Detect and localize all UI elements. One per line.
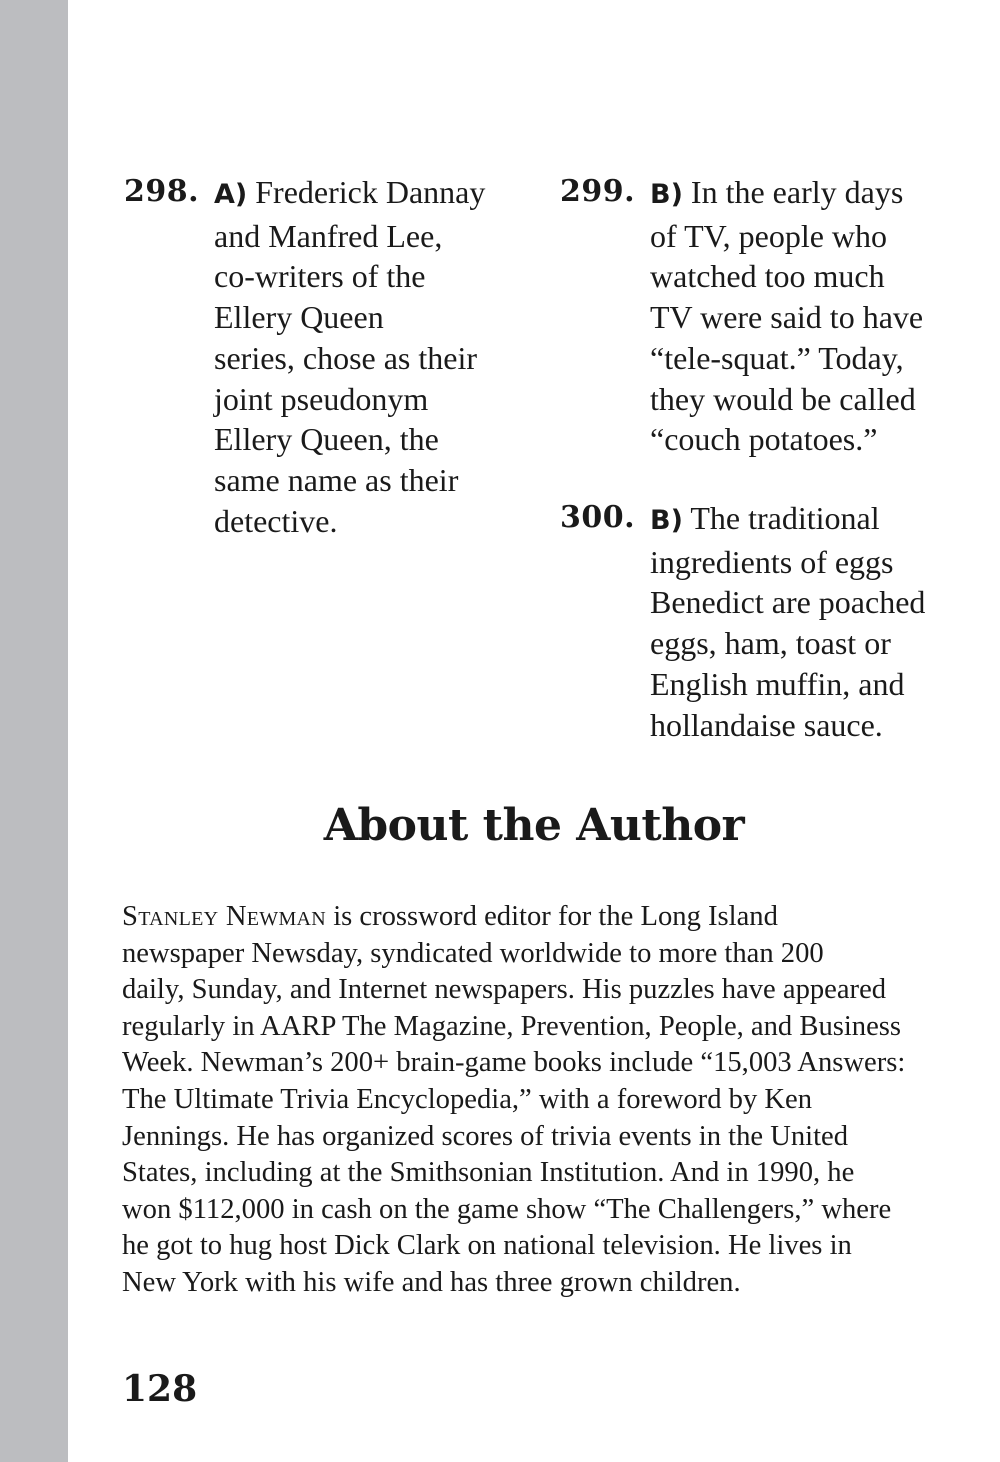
- bio-line: newspaper Newsday, syndicated worldwide to more than 200: [122, 937, 824, 969]
- answer-line: Ellery Queen: [214, 299, 384, 336]
- answer-number: 298.: [124, 174, 200, 209]
- answer-line: eggs, ham, toast or: [650, 625, 891, 662]
- answer-line: they would be called: [650, 380, 916, 417]
- answer-line: series, chose as their: [214, 339, 478, 376]
- answer-line: joint pseudonym: [214, 380, 429, 417]
- answer-line: Frederick Dannay: [255, 174, 486, 210]
- author-name: Stanley Newman: [122, 901, 327, 932]
- bio-line: States, including at the Smithsonian Institution. And in 1990, he: [122, 1157, 855, 1189]
- answer-line: watched too much: [650, 258, 885, 295]
- answer-text: [650, 498, 950, 745]
- about-heading: About the Author: [323, 800, 745, 851]
- answer-line: same name as their: [214, 461, 459, 498]
- answer-line: “couch potatoes.”: [650, 421, 878, 458]
- bio-line: he got to hug host Dick Clark on national television. He lives in: [122, 1230, 852, 1262]
- answer-line: of TV, people who: [650, 217, 888, 254]
- answer-line: detective.: [214, 502, 338, 539]
- bio-line: regularly in AARP The Magazine, Prevention, People, and Business: [122, 1010, 902, 1042]
- answer-text: [650, 172, 950, 460]
- bio-line: Jennings. He has organized scores of trivia events in the United: [122, 1120, 849, 1152]
- answer-line: English muffin, and: [650, 665, 905, 702]
- answer-number: 300.: [560, 500, 636, 535]
- bio-line: New York with his wife and has three grown children.: [122, 1266, 741, 1298]
- author-bio: [122, 899, 962, 1302]
- answer-letter: B): [650, 179, 683, 210]
- answer-line: “tele-squat.” Today,: [650, 339, 904, 376]
- answer-line: co-writers of the: [214, 258, 426, 295]
- answer-line: and Manfred Lee,: [214, 217, 443, 254]
- answer-line: In the early days: [690, 174, 904, 210]
- bio-line: won $112,000 in cash on the game show “The Challengers,” where: [122, 1193, 892, 1225]
- bio-line: Week. Newman’s 200+ brain-game books include “15,003 Answers:: [122, 1047, 906, 1079]
- answer-number: 299.: [560, 174, 636, 209]
- answer-line: hollandaise sauce.: [650, 706, 883, 743]
- answer-text: [214, 172, 514, 541]
- bio-line: is crossword editor for the Long Island: [326, 901, 778, 932]
- side-margin-bar: [0, 0, 68, 1462]
- answer-line: Ellery Queen, the: [214, 421, 439, 458]
- answer-line: ingredients of eggs: [650, 543, 894, 580]
- answer-line: TV were said to have: [650, 299, 924, 336]
- bio-line: The Ultimate Trivia Encyclopedia,” with a foreword by Ken: [122, 1083, 813, 1115]
- answer-letter: B): [650, 505, 683, 536]
- answer-line: The traditional: [690, 500, 880, 536]
- page-number: 128: [122, 1368, 198, 1410]
- answer-letter: A): [214, 179, 248, 210]
- bio-line: daily, Sunday, and Internet newspapers. His puzzles have appeared: [122, 974, 887, 1006]
- answer-line: Benedict are poached: [650, 584, 926, 621]
